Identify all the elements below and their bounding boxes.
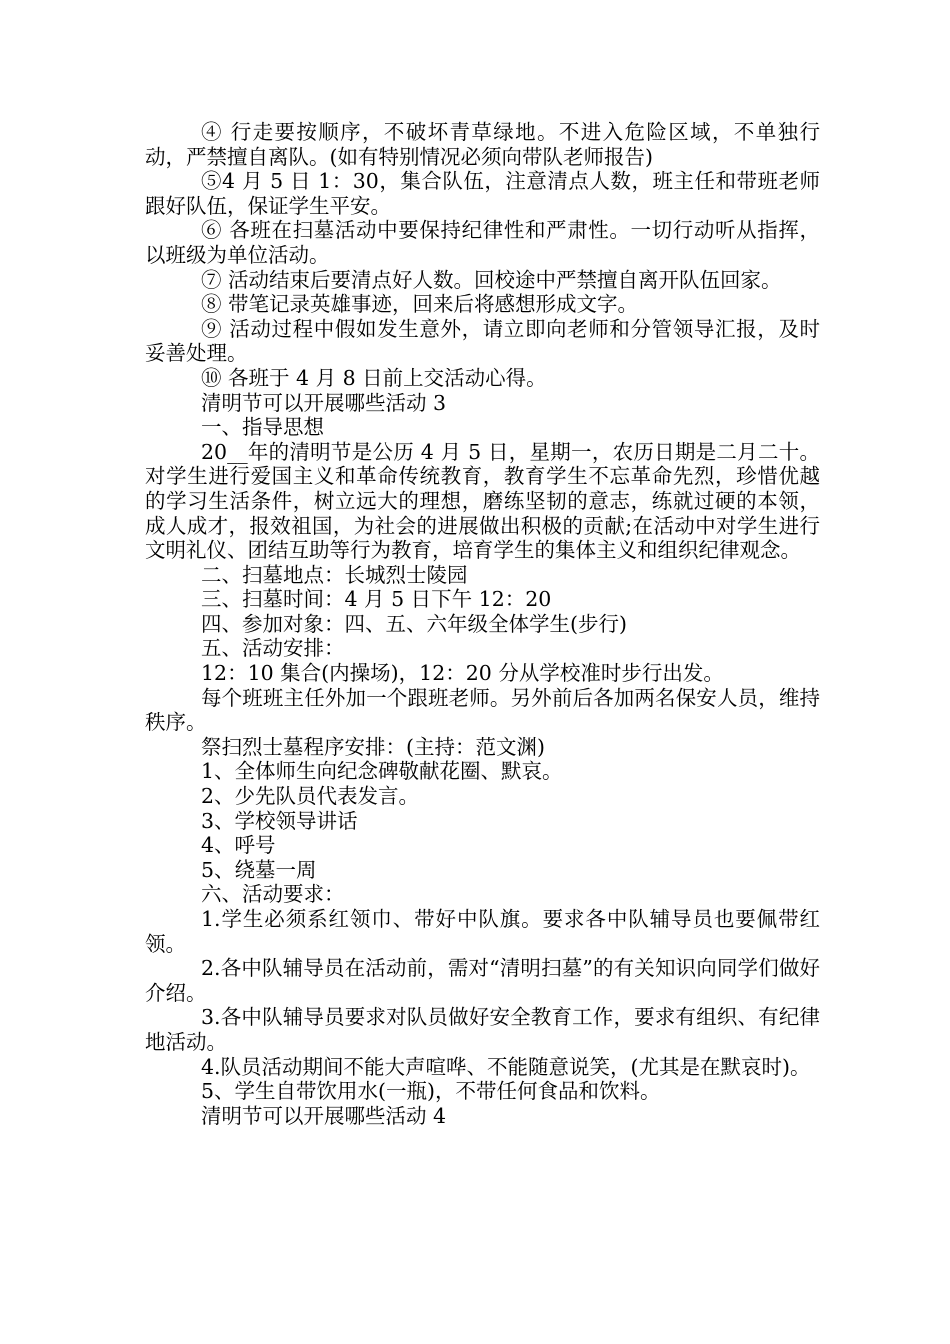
document-body xyxy=(145,120,820,1128)
paragraph-rule-9: ⑨ 活动过程中假如发生意外，请立即向老师和分管领导汇报，及时妥善处理。 xyxy=(145,316,820,366)
paragraph-rule-10: ⑩ 各班于 4 月 8 日前上交活动心得。 xyxy=(201,365,547,390)
section-heading-4: 清明节可以开展哪些活动 4 xyxy=(201,1103,447,1128)
subheading-location: 二、扫墓地点：长城烈士陵园 xyxy=(201,562,468,587)
paragraph-rule-4: ④ 行走要按顺序，不破坏青草绿地。不进入危险区域，不单独行动，严禁擅自离队。(如有特别情况必须向带队老师报告) xyxy=(145,120,820,169)
paragraph-guiding-idea: 20__年的清明节是公历 4 月 5 日，星期一，农历日期是二月二十。对学生进行爱国主义和革命传统教育，教育学生不忘革命先烈，珍惜优越的学习生活条件，树立远大的理想，磨练坚韧的意志，练就过硬的本领，成人成才，报效祖国，为社会的进展做出积极的贡献;在活动中对学生进行文明礼仪、团结互助等行为教育，培育学生的集体主义和组织纪律观念。 xyxy=(145,439,820,563)
paragraph-program-intro: 祭扫烈士墓程序安排：(主持：范文渊) xyxy=(201,734,545,759)
list-item-requirement-5: 5、学生自带饮用水(一瓶)，不带任何食品和饮料。 xyxy=(201,1079,661,1104)
subheading-guiding-idea: 一、指导思想 xyxy=(201,415,324,440)
list-item-program-4: 4、呼号 xyxy=(201,833,276,858)
paragraph-assembly: 12：10 集合(内操场)，12：20 分从学校准时步行出发。 xyxy=(201,661,724,686)
subheading-participants: 四、参加对象：四、五、六年级全体学生(步行) xyxy=(201,611,627,636)
list-item-requirement-4: 4.队员活动期间不能大声喧哗、不能随意说笑，(尤其是在默哀时)。 xyxy=(201,1054,811,1079)
section-heading-3: 清明节可以开展哪些活动 3 xyxy=(201,390,447,415)
list-item-program-5: 5、绕墓一周 xyxy=(201,857,317,882)
list-item-program-1: 1、全体师生向纪念碑敬献花圈、默哀。 xyxy=(201,759,563,784)
paragraph-rule-5: ⑤4 月 5 日 1：30，集合队伍，注意清点人数，班主任和带班老师跟好队伍，保证学生平安。 xyxy=(145,169,820,218)
paragraph-rule-7: ⑦ 活动结束后要清点好人数。回校途中严禁擅自离开队伍回家。 xyxy=(201,267,782,292)
list-item-requirement-3: 3.各中队辅导员要求对队员做好安全教育工作，要求有组织、有纪律地活动。 xyxy=(145,1005,820,1054)
paragraph-rule-8: ⑧ 带笔记录英雄事迹，回来后将感想形成文字。 xyxy=(201,292,639,317)
subheading-arrangement: 五、活动安排： xyxy=(201,636,345,661)
list-item-program-3: 3、学校领导讲话 xyxy=(201,808,358,833)
subheading-requirements: 六、活动要求： xyxy=(201,882,345,907)
paragraph-staffing: 每个班班主任外加一个跟班老师。另外前后各加两名保安人员，维持秩序。 xyxy=(145,685,820,735)
paragraph-rule-6: ⑥ 各班在扫墓活动中要保持纪律性和严肃性。一切行动听从指挥，以班级为单位活动。 xyxy=(145,218,820,267)
list-item-requirement-1: 1.学生必须系红领巾、带好中队旗。要求各中队辅导员也要佩带红领。 xyxy=(145,907,820,956)
subheading-time: 三、扫墓时间：4 月 5 日下午 12：20 xyxy=(201,587,552,612)
list-item-program-2: 2、少先队员代表发言。 xyxy=(201,784,420,809)
list-item-requirement-2: 2.各中队辅导员在活动前，需对“清明扫墓”的有关知识向同学们做好介绍。 xyxy=(145,956,820,1005)
